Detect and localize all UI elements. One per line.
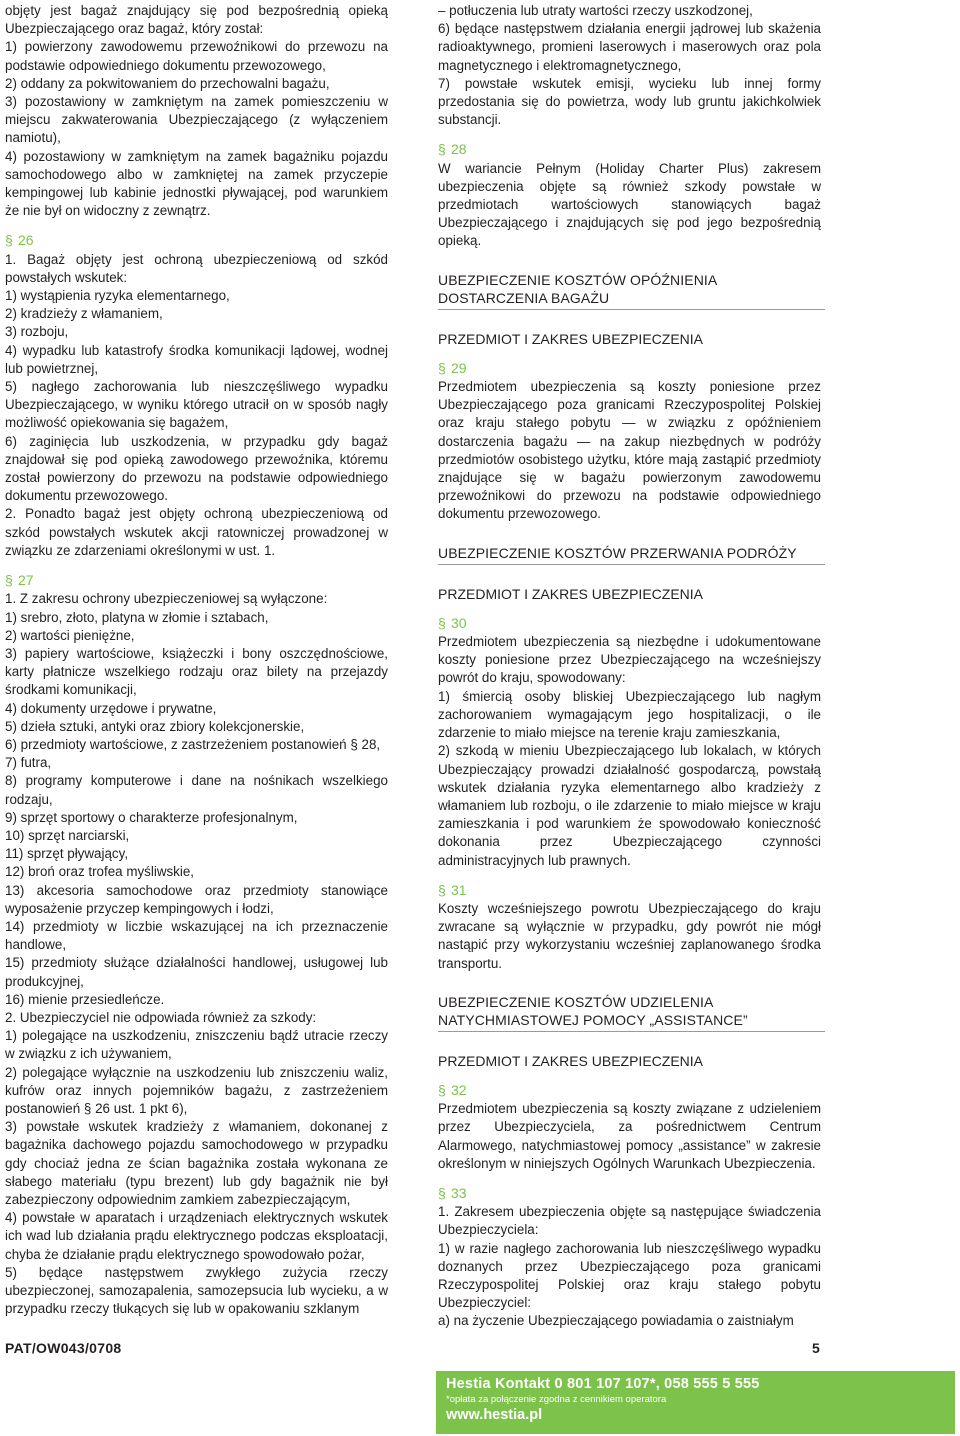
list-item: 2) oddany za pokwitowaniem do przechowalni bagażu, (5, 75, 330, 91)
section-symbol: § (438, 1081, 446, 1098)
list-item: 1) srebro, złoto, platyna w złomie i sztabach, (5, 609, 269, 625)
list-item: a) na życzenie Ubezpieczającego powiadamia o zaistniałym (438, 1313, 794, 1329)
section-number-26: § 26 (5, 232, 34, 249)
section-number-27: § 27 (5, 572, 34, 589)
list-item: 7) futra, (5, 755, 52, 771)
list-item: 2) polegające wyłącznie na uszkodzeniu lub zniszczeniu waliz, kufrów oraz innych pojemników bagażu, z zastrzeżeniem postanowień § 26 ust. 1 pkt 6), (5, 1064, 388, 1116)
list-item: 3) rozboju, (5, 324, 69, 340)
subheading-scope: PRZEDMIOT I ZAKRES UBEZPIECZENIA (438, 1052, 704, 1069)
list-item: 7) powstałe wskutek emisji, wycieku lub innej formy przedostania się do powietrza, wody lub gruntu jakichkolwiek substancji. (438, 75, 821, 128)
call-cost-note: *opłata za połączenie zgodna z cennikiem operatora (446, 1394, 667, 1405)
list-item: 5) dzieła sztuki, antyki oraz zbiory kolekcjonerskie, (5, 718, 305, 734)
section-symbol: § (5, 232, 13, 249)
list-item: 6) będące następstwem działania energii jądrowej lub skażenia radioaktywnego, promieni laserowych i maserowych oraz pola magnetycznego i elektromagnetycznego, (438, 21, 821, 73)
list-item: 3) pozostawiony w zamkniętym na zamek pomieszczeniu w miejscu zakwaterowania Ubezpieczającego (z wyłączeniem namiotu), (5, 94, 388, 146)
list-item: 2) wartości pieniężne, (5, 627, 135, 643)
section-symbol: § (438, 1184, 446, 1201)
paragraph: Koszty wcześniejszego powrotu Ubezpieczającego do kraju zwracane są wyłącznie w przypadku, gdy powrót nie mógł nastąpić przy wykorzystaniu wcześniej zaplanowanego środka transportu. (438, 900, 821, 971)
section-symbol: § (438, 359, 446, 376)
list-item: 3) papiery wartościowe, książeczki i bony oszczędnościowe, karty płatnicze wszelkiego rodzaju oraz bilety na przejazdy środkami komunikacji, (5, 645, 388, 698)
paragraph: 2. Ponadto bagaż jest objęty ochroną ubezpieczeniową od szkód powstałych wskutek akcji ratowniczej prowadzonej w związku ze zdarzeniami określonymi w ust. 1. (5, 506, 388, 558)
section-symbol: § (438, 141, 446, 158)
section-number-29: § 29 (438, 359, 467, 376)
list-item: 8) programy komputerowe i dane na nośnikach wszelkiego rodzaju, (5, 773, 388, 807)
list-item: 1) wystąpienia ryzyka elementarnego, (5, 288, 230, 304)
paragraph: Przedmiotem ubezpieczenia są koszty poniesione przez Ubezpieczającego poza granicami Rzeczypospolitej Polskiej oraz kraju stałego pobytu — w związku z opóźnieniem dostarczenia bagażu — na zakup niezbędnych w podróży przedmiotów osobistego użytku, które mają zastąpić przedmioty znajdujące się w bagażu powierzonym zawodowemu przewoźnikowi do przewozu na podstawie odpowiedniego dokumentu przewozowego. (438, 379, 821, 522)
paragraph: W wariancie Pełnym (Holiday Charter Plus) zakresem ubezpieczenia objęte są również szkody powstałe w przedmiotach wartościowych stanowiących bagaż Ubezpieczającego i znajdujących się pod jego bezpośrednią opieką. (438, 160, 821, 249)
paragraph: Przedmiotem ubezpieczenia są koszty związane z udzieleniem przez Ubezpieczyciela, za pośrednictwem Centrum Alarmowego, natychmiastowej pomocy „assistance” w zakresie określonym w niniejszych Ogólnych Warunkach Ubezpieczenia. (438, 1101, 821, 1171)
list-item: 14) przedmioty w liczbie wskazującej na ich przeznaczenie handlowe, (5, 918, 388, 953)
left-column (5, 2, 388, 1318)
list-item: 5) nagłego zachorowania lub nieszczęśliwego wypadku Ubezpieczającego, w wyniku którego utracił on w sposób nagły możliwość opiekowania się bagażem, (5, 379, 388, 431)
section-symbol: § (5, 572, 13, 589)
list-item: 11) sprzęt pływający, (5, 846, 129, 862)
website-link[interactable]: www.hestia.pl (446, 1407, 543, 1423)
list-item: 15) przedmioty służące działalności handlowej, usługowej lub produkcyjnej, (5, 955, 388, 989)
paragraph: 1. Bagaż objęty jest ochroną ubezpieczeniową od szkód powstałych wskutek: (5, 251, 388, 285)
list-item: 1) śmiercią osoby bliskiej Ubezpieczającego lub nagłym zachorowaniem wymagającym jego hospitalizacji, o ile zdarzenie to miało miejsce na terenie kraju zamieszkania, (438, 688, 821, 741)
list-item: 1) polegające na uszkodzeniu, zniszczeniu bądź utracie rzeczy w związku z ich używaniem, (5, 1028, 388, 1062)
list-item: 13) akcesoria samochodowe oraz przedmioty stanowiące wyposażenie przyczep kempingowych i łodzi, (5, 882, 388, 916)
paragraph: 1. Zakresem ubezpieczenia objęte są następujące świadczenia Ubezpieczyciela: (438, 1204, 821, 1238)
list-item: 3) powstałe wskutek kradzieży z włamaniem, dokonanej z bagażnika dachowego pojazdu samochodowego w przypadku gdy chociaż jedna ze ścian bagażnika została wykonana ze słabego materiału (typu brezent) lub gdy bagażnik nie był zabezpieczony odpowiednim zamkiem zabezpieczającym, (5, 1119, 388, 1207)
section-number-28: § 28 (438, 141, 467, 158)
list-item: 6) przedmioty wartościowe, z zastrzeżeniem postanowień § 28, (5, 736, 381, 752)
list-item: 16) mienie przesiedleńcze. (5, 991, 165, 1007)
list-item: 4) powstałe w aparatach i urządzeniach elektrycznych wskutek ich wad lub działania prądu elektrycznego podczas eksploatacji, chyba że działanie prądu elektrycznego spowodowało pożar, (5, 1210, 388, 1262)
heading-trip-interruption: UBEZPIECZENIE KOSZTÓW PRZERWANIA PODRÓŻY (438, 544, 825, 565)
list-item: 2) kradzieży z włamaniem, (5, 306, 163, 322)
list-item: 4) wypadku lub katastrofy środka komunikacji lądowej, wodnej lub powietrznej, (5, 342, 388, 376)
subheading-scope: PRZEDMIOT I ZAKRES UBEZPIECZENIA (438, 330, 704, 347)
paragraph: Przedmiotem ubezpieczenia są niezbędne i udokumentowane koszty poniesione przez Ubezpieczającego na wcześniejszy powrót do kraju, spowodowany: (438, 634, 821, 686)
section-symbol: § (438, 614, 446, 631)
document-code: PAT/OW043/0708 (5, 1340, 122, 1356)
heading-baggage-delay: UBEZPIECZENIE KOSZTÓW OPÓŹNIENIA DOSTARCZENIA BAGAŻU (438, 271, 825, 310)
right-column (438, 2, 821, 1331)
section-number-31: § 31 (438, 881, 467, 898)
section-number-30: § 30 (438, 614, 467, 631)
section-number-32: § 32 (438, 1081, 467, 1098)
contact-phone: Hestia Kontakt 0 801 107 107*, 058 555 5 555 (446, 1376, 760, 1392)
page-number: 5 (812, 1340, 820, 1356)
list-item: 2) szkodą w mieniu Ubezpieczającego lub lokalach, w których Ubezpieczający prowadzi działalność gospodarczą, powstałą wskutek działania ryzyka elementarnego albo kradzieży z włamaniem lub rozboju, o ile zdarzenie to miało miejsce w kraju zamieszkania i pod warunkiem że spowodowało konieczność dokonania przez Ubezpieczającego czynności administracyjnych lub prawnych. (438, 743, 821, 868)
section-symbol: § (438, 881, 446, 898)
subheading-scope: PRZEDMIOT I ZAKRES UBEZPIECZENIA (438, 585, 704, 602)
list-item: 6) zaginięcia lub uszkodzenia, w przypadku gdy bagaż znajdował się pod opieką zawodowego przewoźnika, któremu został powierzony do przewozu na podstawie odpowiedniego dokumentu przewozowego. (5, 433, 388, 504)
list-item: 1) w razie nagłego zachorowania lub nieszczęśliwego wypadku doznanych przez Ubezpieczającego poza granicami Rzeczypospolitej Polskiej oraz kraju stałego pobytu Ubezpieczyciel: (438, 1240, 821, 1311)
brand-contact-bar (436, 1371, 955, 1434)
section-number-33: § 33 (438, 1184, 467, 1201)
list-item: 4) pozostawiony w zamkniętym na zamek bagażniku pojazdu samochodowego albo w zamkniętej na zamek przyczepie kempingowej lub kabinie jednostki pływającej, pod warunkiem że nie był on widoczny z zewnątrz. (5, 148, 388, 219)
list-item: 5) będące następstwem zwykłego zużycia rzeczy ubezpieczonej, samozapalenia, samozepsucia lub wycieku, a w przypadku rzeczy tłukących się lub w opakowaniu szklanym (5, 1264, 388, 1317)
list-item: – potłuczenia lub utraty wartości rzeczy uszkodzonej, (438, 3, 753, 18)
paragraph: 1. Z zakresu ochrony ubezpieczeniowej są wyłączone: (5, 591, 328, 607)
list-item: 10) sprzęt narciarski, (5, 827, 130, 843)
list-item: 12) broń oraz trofea myśliwskie, (5, 864, 195, 880)
list-item: 1) powierzony zawodowemu przewoźnikowi do przewozu na podstawie odpowiedniego dokumentu przewozowego, (5, 39, 388, 73)
list-item: 4) dokumenty urzędowe i prywatne, (5, 700, 217, 716)
paragraph: 2. Ubezpieczyciel nie odpowiada również za szkody: (5, 1009, 317, 1025)
paragraph: objęty jest bagaż znajdujący się pod bezpośrednią opieką Ubezpieczającego oraz bagaż, który został: (5, 3, 388, 37)
heading-assistance: UBEZPIECZENIE KOSZTÓW UDZIELENIA NATYCHMIASTOWEJ POMOCY „ASSISTANCE” (438, 993, 825, 1032)
list-item: 9) sprzęt sportowy o charakterze profesjonalnym, (5, 809, 298, 825)
